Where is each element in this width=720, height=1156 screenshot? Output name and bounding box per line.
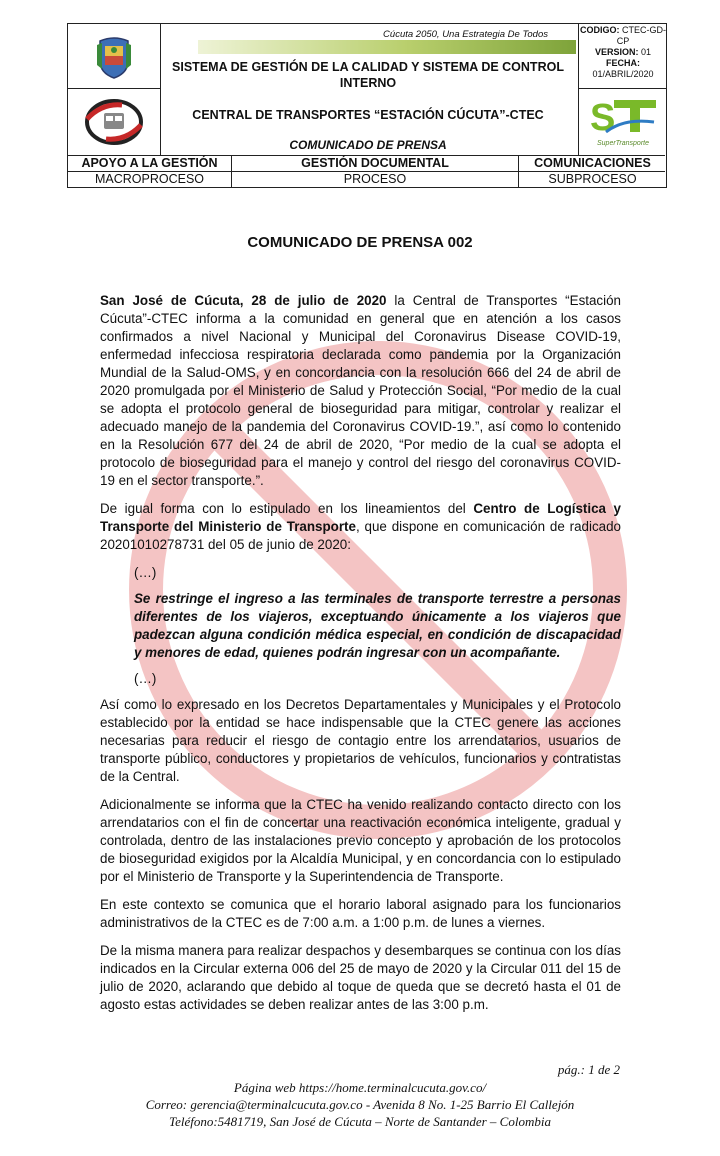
codigo-value: CTEC-GD-CP xyxy=(616,25,666,46)
footer-website: Página web https://home.terminalcucuta.gov.co/ xyxy=(233,1080,487,1095)
version-label: VERSION: xyxy=(594,47,639,57)
paragraph-2-start: De igual forma con lo estipulado en los lineamientos del xyxy=(100,501,474,516)
quoted-restriction: Se restringe el ingreso a las terminales de transporte terrestre a personas diferentes de los viajeros, exceptuando únicamente a los viajeros que padezcan alguna condición médica especial, en condición de discapacidad y menores de edad, quienes podrán ingresar con un acompañante. xyxy=(134,591,621,660)
version-value: 01 xyxy=(641,47,652,57)
cucuta-coat-of-arms-icon xyxy=(96,35,132,79)
row1-cell-proceso: GESTIÓN DOCUMENTAL xyxy=(301,156,449,170)
header-green-bar xyxy=(198,40,576,54)
row1-cell-subproceso: COMUNICACIONES xyxy=(534,156,651,170)
paragraph-4: Adicionalmente se informa que la CTEC ha venido realizando contacto directo con los arrendatarios con el fin de concertar una reactivación económica inteligente, gradual y controlada, dentro de las instalaciones previo concepto y aprobación de los protocolos de bioseguridad exigidos por la Alcaldía Municipal, y en concordancia con lo estipulado por el Ministerio de Transporte y la Superintendencia de Transporte. xyxy=(100,797,621,884)
footer-contact: Correo: gerencia@terminalcucuta.gov.co - Avenida 8 No. 1-25 Barrio El Callejón xyxy=(145,1097,575,1112)
fecha-label: FECHA: xyxy=(606,58,640,68)
paragraph-3: Así como lo expresado en los Decretos Departamentales y Municipales y el Protocolo establecido por la entidad se hace indispensable que la CTEC genere las acciones necesarias para reducir el riesgo de contagio entre los arrendatarios, usuarios de transporte público, conductores y propietarios de vehículos, funcionarios y contratistas de la Central. xyxy=(100,697,621,784)
central-title: CENTRAL DE TRANSPORTES “ESTACIÓN CÚCUTA”-CTEC xyxy=(192,108,544,122)
paragraph-1-lead: San José de Cúcuta, 28 de julio de 2020 xyxy=(100,293,387,308)
row1-cell-macro: APOYO A LA GESTIÓN xyxy=(81,156,218,170)
tagline: Cúcuta 2050, Una Estrategia De Todos xyxy=(383,29,548,40)
codigo-label: CODIGO: xyxy=(579,25,620,35)
document-body xyxy=(100,292,621,1024)
footer-phone: Teléfono:5481719, San José de Cúcuta – Norte de Santander – Colombia xyxy=(169,1114,551,1129)
document-header xyxy=(67,23,667,188)
paragraph-2-end: , que dispone en comunicación de radicado 20201010278731 del 05 de junio de 2020: xyxy=(100,519,621,552)
paragraph-1 xyxy=(100,292,621,490)
page-footer xyxy=(0,1079,720,1130)
supertransporte-logo-icon xyxy=(584,92,662,148)
press-label: COMUNICADO DE PRENSA xyxy=(289,138,447,152)
document-title: COMUNICADO DE PRENSA 002 xyxy=(247,234,473,251)
row2-cell-macro: MACROPROCESO xyxy=(94,172,205,186)
page-number: pág.: 1 de 2 xyxy=(557,1062,620,1077)
paragraph-6: De la misma manera para realizar despachos y desembarques se continua con los días indicados en la Circular externa 006 del 25 de mayo de 2020 y la Circular 011 del 15 de julio de 2020, aclarando que debido al toque de queda que se decretó hasta el 01 de agosto estas actividades se deben realizar antes de las 3:00 p.m. xyxy=(100,943,621,1012)
ctec-logo-icon xyxy=(82,97,146,147)
supertransporte-logo-text: SuperTransporte xyxy=(596,140,650,147)
ellipsis-close: (…) xyxy=(134,671,157,686)
row2-cell-subproceso: SUBPROCESO xyxy=(548,172,637,186)
row2-cell-proceso: PROCESO xyxy=(343,172,407,186)
paragraph-5: En este contexto se comunica que el horario laboral asignado para los funcionarios administrativos de la CTEC es de 7:00 a.m. a 1:00 p.m. de lunes a viernes. xyxy=(100,897,621,930)
system-title: SISTEMA DE GESTIÓN DE LA CALIDAD Y SISTEMA DE CONTROL INTERNO xyxy=(172,60,564,90)
paragraph-1-text: la Central de Transportes “Estación Cúcuta”-CTEC informa a la comunidad en general que en atención a los casos confirmados a nivel Nacional y Municipal del Coronavirus Disease COVID-19, enfermedad infecciosa respiratoria declarada como pandemia por la Organización Mundial de la Salud-OMS, y en concordancia con la resolución 666 del 24 de abril de 2020 promulgada por el Ministerio de Salud y Protección Social, “Por medio de la cual se adopta el protocolo general de bioseguridad para mitigar, controlar y realizar el adecuado manejo de la pandemia del Coronavirus COVID-19.”, así como lo contenido en la Resolución 677 del 24 de abril de 2020, “Por medio de la cual se adopta el protocolo de bioseguridad para el manejo y control del riesgo del coronavirus COVID-19 en el sector transporte.”. xyxy=(100,293,622,488)
ellipsis-open: (…) xyxy=(134,565,157,580)
paragraph-2 xyxy=(100,500,621,554)
fecha-value: 01/ABRIL/2020 xyxy=(592,69,654,79)
svg-text:S: S xyxy=(590,97,616,139)
paragraph-2-bold: Centro de Logística y Transporte del Ministerio de Transporte xyxy=(100,501,621,534)
document-meta xyxy=(579,25,667,80)
